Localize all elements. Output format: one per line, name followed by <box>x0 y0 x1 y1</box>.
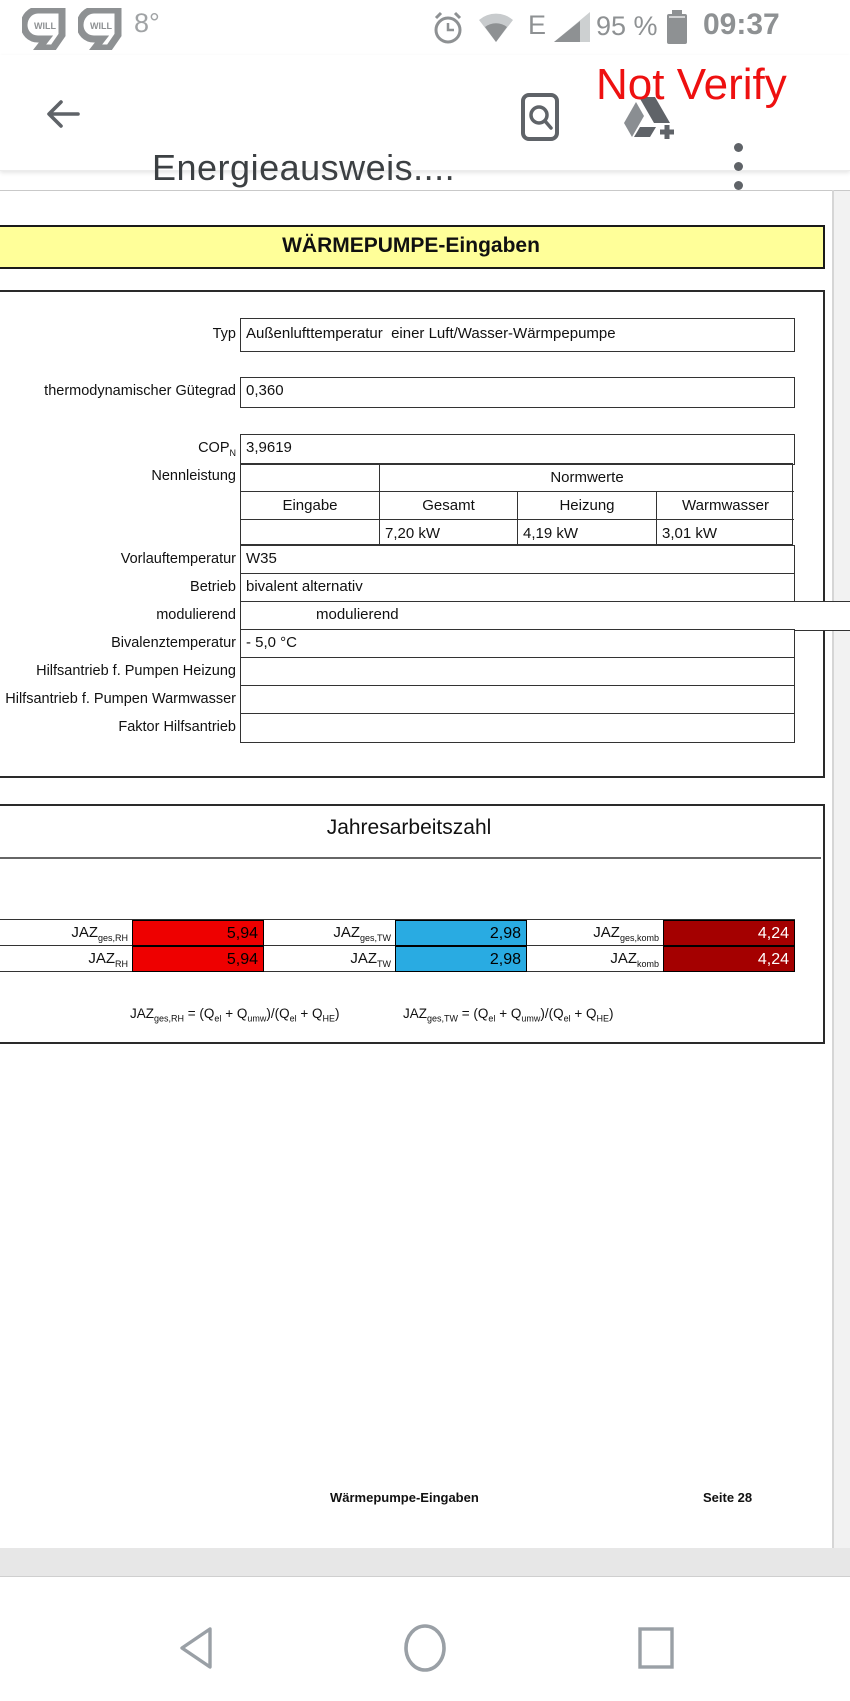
table-header-normwerte: Normwerte <box>379 464 794 491</box>
field-label-bivalenztemperatur: Bivalenztemperatur <box>111 635 236 651</box>
field-value-typ: Außenlufttemperatur einer Luft/Wasser-Wärmpepumpe <box>240 318 795 352</box>
field-label-hilfsantrieb-heizung: Hilfsantrieb f. Pumpen Heizung <box>36 663 236 679</box>
field-label-typ: Typ <box>212 326 236 342</box>
field-label-guetegrad: thermodynamischer Gütegrad <box>44 383 236 399</box>
status-bar <box>0 0 850 55</box>
nav-home-icon[interactable] <box>402 1623 448 1673</box>
field-value-vorlauftemperatur: W35 <box>240 545 795 575</box>
formula-sub: el <box>214 1013 222 1024</box>
overflow-menu-icon[interactable] <box>734 143 743 152</box>
nav-back-icon[interactable] <box>176 1625 218 1671</box>
jaz-label-sub: RH <box>115 959 128 969</box>
jaz-label <box>264 946 391 972</box>
field-label-nennleistung: Nennleistung <box>151 468 236 484</box>
jaz-label-base: JAZ <box>593 924 620 941</box>
jaz-value-cell-red: 5,94 <box>132 946 264 972</box>
formula-text: + Q <box>570 1006 597 1021</box>
divider <box>0 857 821 859</box>
alarm-icon <box>430 10 466 46</box>
field-label-hilfsantrieb-warmwasser: Hilfsantrieb f. Pumpen Warmwasser <box>5 691 236 707</box>
viewer-background <box>0 1548 850 1576</box>
jaz-label-sub: TW <box>377 959 391 969</box>
page-footer-title: Wärmepumpe-Eingaben <box>330 1490 479 1505</box>
jaz-formula-rh <box>130 1006 340 1024</box>
table-value-eingabe <box>241 519 379 546</box>
formula-sub: el <box>289 1013 297 1024</box>
jaz-label <box>527 946 659 972</box>
signal-icon <box>552 10 592 44</box>
jaz-label-base: JAZ <box>610 950 637 967</box>
will-app-icon <box>78 8 126 50</box>
table-value-warmwasser: 3,01 kW <box>656 519 794 546</box>
formula-text: = (Q <box>184 1006 215 1021</box>
formula-text: = (Q <box>458 1006 489 1021</box>
jaz-label-base: JAZ <box>71 924 98 941</box>
table-value-gesamt: 7,20 kW <box>379 519 517 546</box>
formula-sub: ges,RH <box>154 1013 185 1024</box>
document-section-header: WÄRMEPUMPE-Eingaben <box>0 225 825 269</box>
jaz-value-cell-darkred: 4,24 <box>663 946 795 972</box>
page-number: Seite 28 <box>703 1490 753 1505</box>
field-label-cop <box>0 434 236 463</box>
formula-text: ) <box>335 1006 340 1021</box>
field-value-cop: 3,9619 <box>240 434 795 465</box>
formula-text: ) <box>609 1006 614 1021</box>
navigation-bar <box>0 1576 850 1701</box>
overflow-menu-icon[interactable] <box>734 162 743 171</box>
field-value-bivalenztemperatur: - 5,0 °C <box>240 629 795 659</box>
temperature-badge: 8° <box>134 8 160 38</box>
page-margin-strip <box>834 190 850 1548</box>
jaz-label <box>527 920 659 946</box>
formula-sub: umw <box>247 1013 267 1024</box>
formula-sub: umw <box>521 1013 541 1024</box>
svg-text:WILL: WILL <box>34 21 56 31</box>
document-title: Energieausweis.... <box>152 147 456 188</box>
jaz-label-base: JAZ <box>350 950 377 967</box>
jaz-label <box>264 920 391 946</box>
formula-text: JAZ <box>130 1006 155 1021</box>
will-app-icon <box>22 8 70 50</box>
formula-sub: ges,TW <box>427 1013 459 1024</box>
formula-sub: el <box>488 1013 496 1024</box>
jaz-value-cell-blue: 2,98 <box>395 920 527 946</box>
field-value-hilfsantrieb-heizung <box>240 657 795 687</box>
table-value-heizung: 4,19 kW <box>517 519 656 546</box>
clock-label: 09:37 <box>703 8 780 41</box>
battery-percent-label: 95 % <box>596 11 658 41</box>
nennleistung-table <box>240 463 793 545</box>
formula-text: JAZ <box>403 1006 428 1021</box>
jaz-label-base: JAZ <box>333 924 360 941</box>
cop-label-sub: N <box>229 447 236 458</box>
field-label-vorlauftemperatur: Vorlauftemperatur <box>120 551 236 567</box>
formula-text: + Q <box>495 1006 522 1021</box>
page-right-edge <box>832 190 834 1548</box>
formula-sub: el <box>563 1013 571 1024</box>
jaz-label <box>0 946 128 972</box>
jaz-label-base: JAZ <box>88 950 115 967</box>
formula-text: + Q <box>296 1006 323 1021</box>
field-value-faktor-hilfsantrieb <box>240 713 795 743</box>
table-header-gesamt: Gesamt <box>379 491 517 519</box>
formula-sub: HE <box>596 1013 610 1024</box>
jaz-label-sub: ges,TW <box>359 933 391 943</box>
jaz-label <box>0 920 128 946</box>
field-value-betrieb: bivalent alternativ <box>240 573 795 603</box>
table-header-heizung: Heizung <box>517 491 656 519</box>
formula-text: + Q <box>221 1006 248 1021</box>
jaz-label-sub: ges,komb <box>619 933 659 943</box>
field-value-modulierend: modulierend <box>240 601 850 631</box>
jaz-section-title: Jahresarbeitszahl <box>326 816 492 839</box>
wifi-icon <box>476 12 516 44</box>
jaz-value-cell-darkred: 4,24 <box>663 920 795 946</box>
field-value-guetegrad: 0,360 <box>240 377 795 408</box>
formula-text: )/(Q <box>540 1006 564 1021</box>
search-in-document-icon[interactable] <box>516 91 564 143</box>
jaz-formula-tw <box>403 1006 614 1024</box>
table-cell-empty <box>241 464 379 491</box>
formula-text: )/(Q <box>266 1006 290 1021</box>
network-type-indicator: E <box>528 10 547 40</box>
field-label-faktor-hilfsantrieb: Faktor Hilfsantrieb <box>118 719 236 735</box>
field-label-betrieb: Betrieb <box>190 579 236 595</box>
field-value-hilfsantrieb-warmwasser <box>240 685 795 715</box>
table-header-warmwasser: Warmwasser <box>656 491 794 519</box>
field-label-modulierend: modulierend <box>156 607 236 623</box>
overflow-menu-icon[interactable] <box>734 181 743 190</box>
jaz-value-cell-blue: 2,98 <box>395 946 527 972</box>
table-header-eingabe: Eingabe <box>241 491 379 519</box>
formula-sub: HE <box>322 1013 336 1024</box>
battery-icon <box>664 8 690 46</box>
svg-text:WILL: WILL <box>90 21 112 31</box>
page-top-edge <box>0 190 850 191</box>
jaz-label-sub: ges,RH <box>97 933 128 943</box>
jaz-label-sub: komb <box>636 959 659 969</box>
back-arrow-icon[interactable] <box>42 93 84 135</box>
nav-recents-icon[interactable] <box>636 1625 676 1671</box>
not-verify-warning: Not Verify <box>596 60 787 109</box>
cop-label-base: COP <box>198 440 230 456</box>
jaz-value-cell-red: 5,94 <box>132 920 264 946</box>
